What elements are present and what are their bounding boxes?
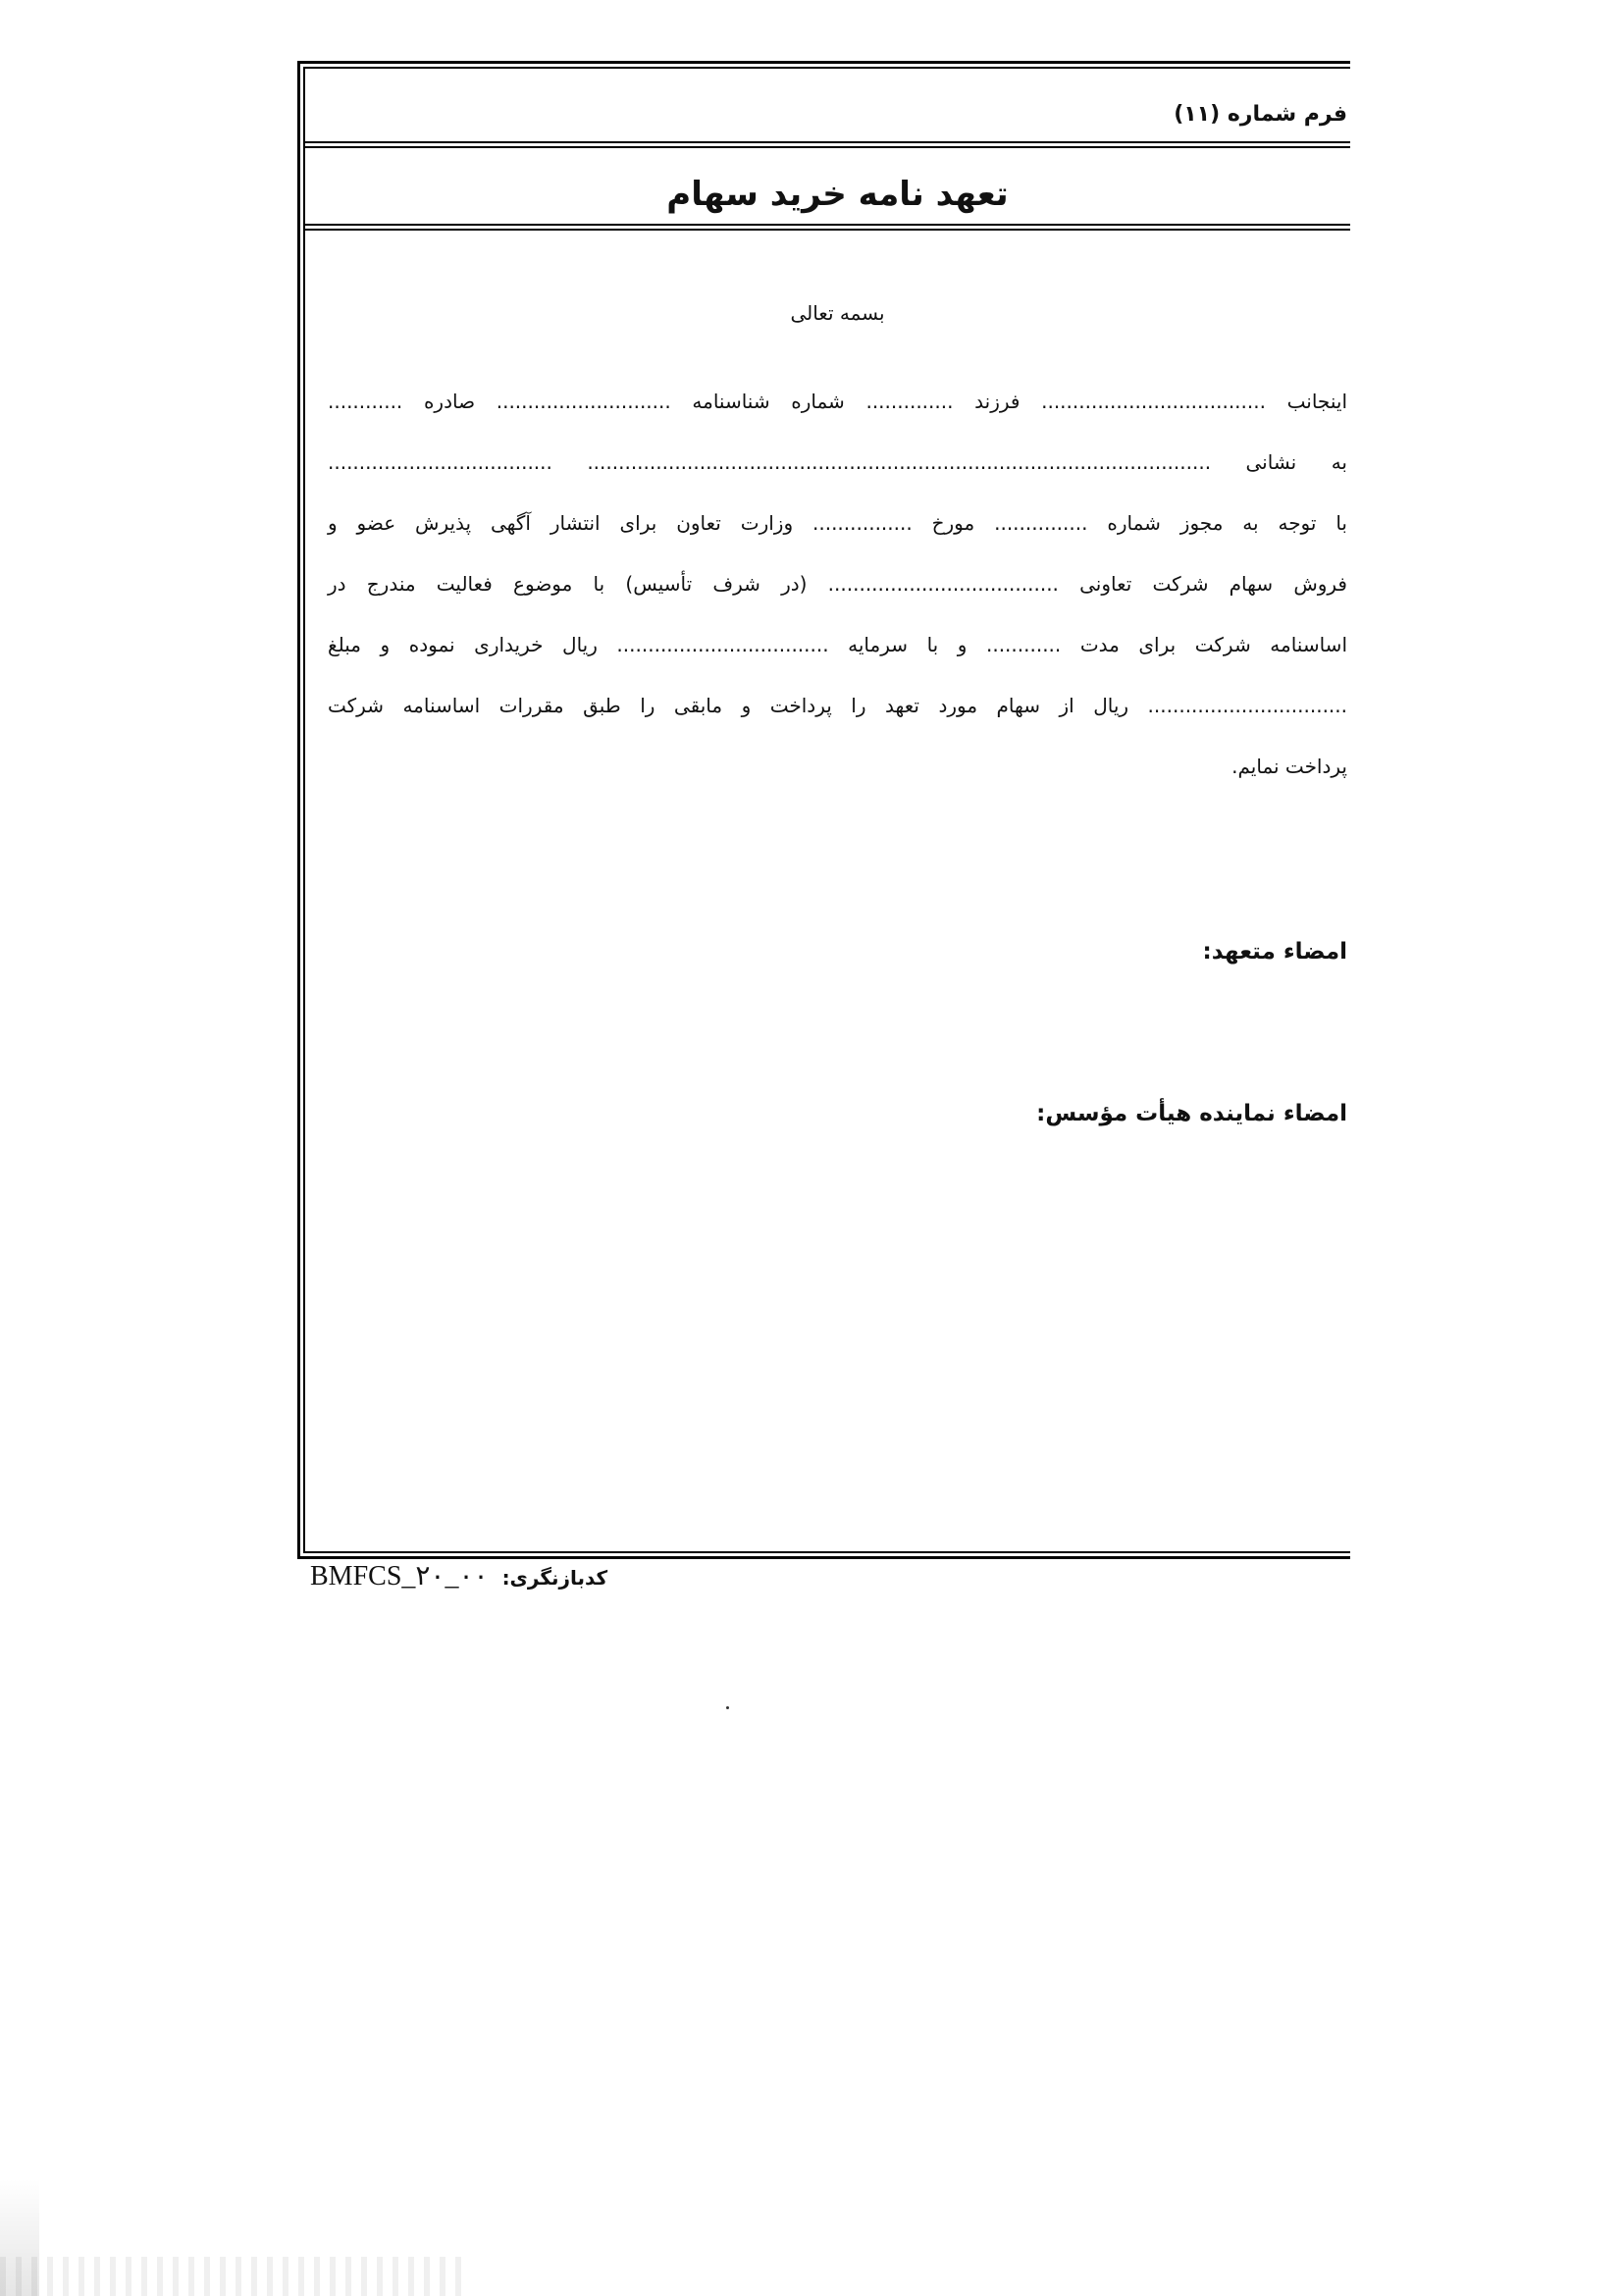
body-line-closing: پرداخت نمایم.: [1231, 755, 1347, 778]
frame-line-bottom-outer: [297, 1556, 1350, 1559]
form-number: فرم شماره (۱۱): [1174, 102, 1347, 127]
body-line-address: به نشانی .................................................................................................... ....................................: [328, 450, 1347, 474]
form-body: [328, 371, 1347, 797]
title-divider-inner: [303, 229, 1350, 231]
body-line-capital: اساسنامه شرکت برای مدت ............ و با سرمایه .................................. ریال خریداری نموده و مبلغ: [328, 633, 1347, 656]
frame-line-top-outer: [297, 61, 1350, 64]
revision-footer: [310, 1560, 607, 1594]
frame-line-left-outer: [297, 61, 300, 1559]
body-line-applicant: اینجانب .................................... فرزند .............. شماره شناسنامه ............................ صادره ............: [328, 390, 1347, 413]
frame-line-top-inner: [303, 67, 1350, 69]
frame-line-bottom-inner: [303, 1551, 1350, 1553]
scan-speck: [726, 1706, 729, 1709]
frame-line-left-inner: [303, 67, 305, 1553]
header-divider-inner: [303, 146, 1350, 148]
signature-founders-label: امضاء نماینده هیأت مؤسس:: [1036, 1101, 1347, 1126]
revision-code-label: کدبازنگری:: [501, 1566, 608, 1590]
body-line-permit: با توجه به مجوز شماره ............... مورخ ................ وزارت تعاون برای انتشار آگهی پذیرش عضو و: [328, 511, 1347, 535]
header-divider: [303, 141, 1350, 143]
body-line-cooperative: فروش سهام شرکت تعاونی ..................................... (در شرف تأسیس) با موضوع فعالیت مندرج در: [328, 572, 1347, 596]
form-title: تعهد نامه خرید سهام: [666, 175, 1009, 214]
invocation: بسمه تعالی: [790, 301, 885, 325]
scan-noise-bars: [0, 2257, 471, 2296]
signature-obligor-label: امضاء متعهد:: [1202, 939, 1347, 965]
title-divider: [303, 224, 1350, 226]
body-line-payment: ................................ ریال از سهام مورد تعهد را پرداخت و مابقی را طبق مقررات اساسنامه شرکت: [328, 694, 1347, 717]
revision-code: BMFCS_۲۰_۰۰: [310, 1561, 489, 1592]
